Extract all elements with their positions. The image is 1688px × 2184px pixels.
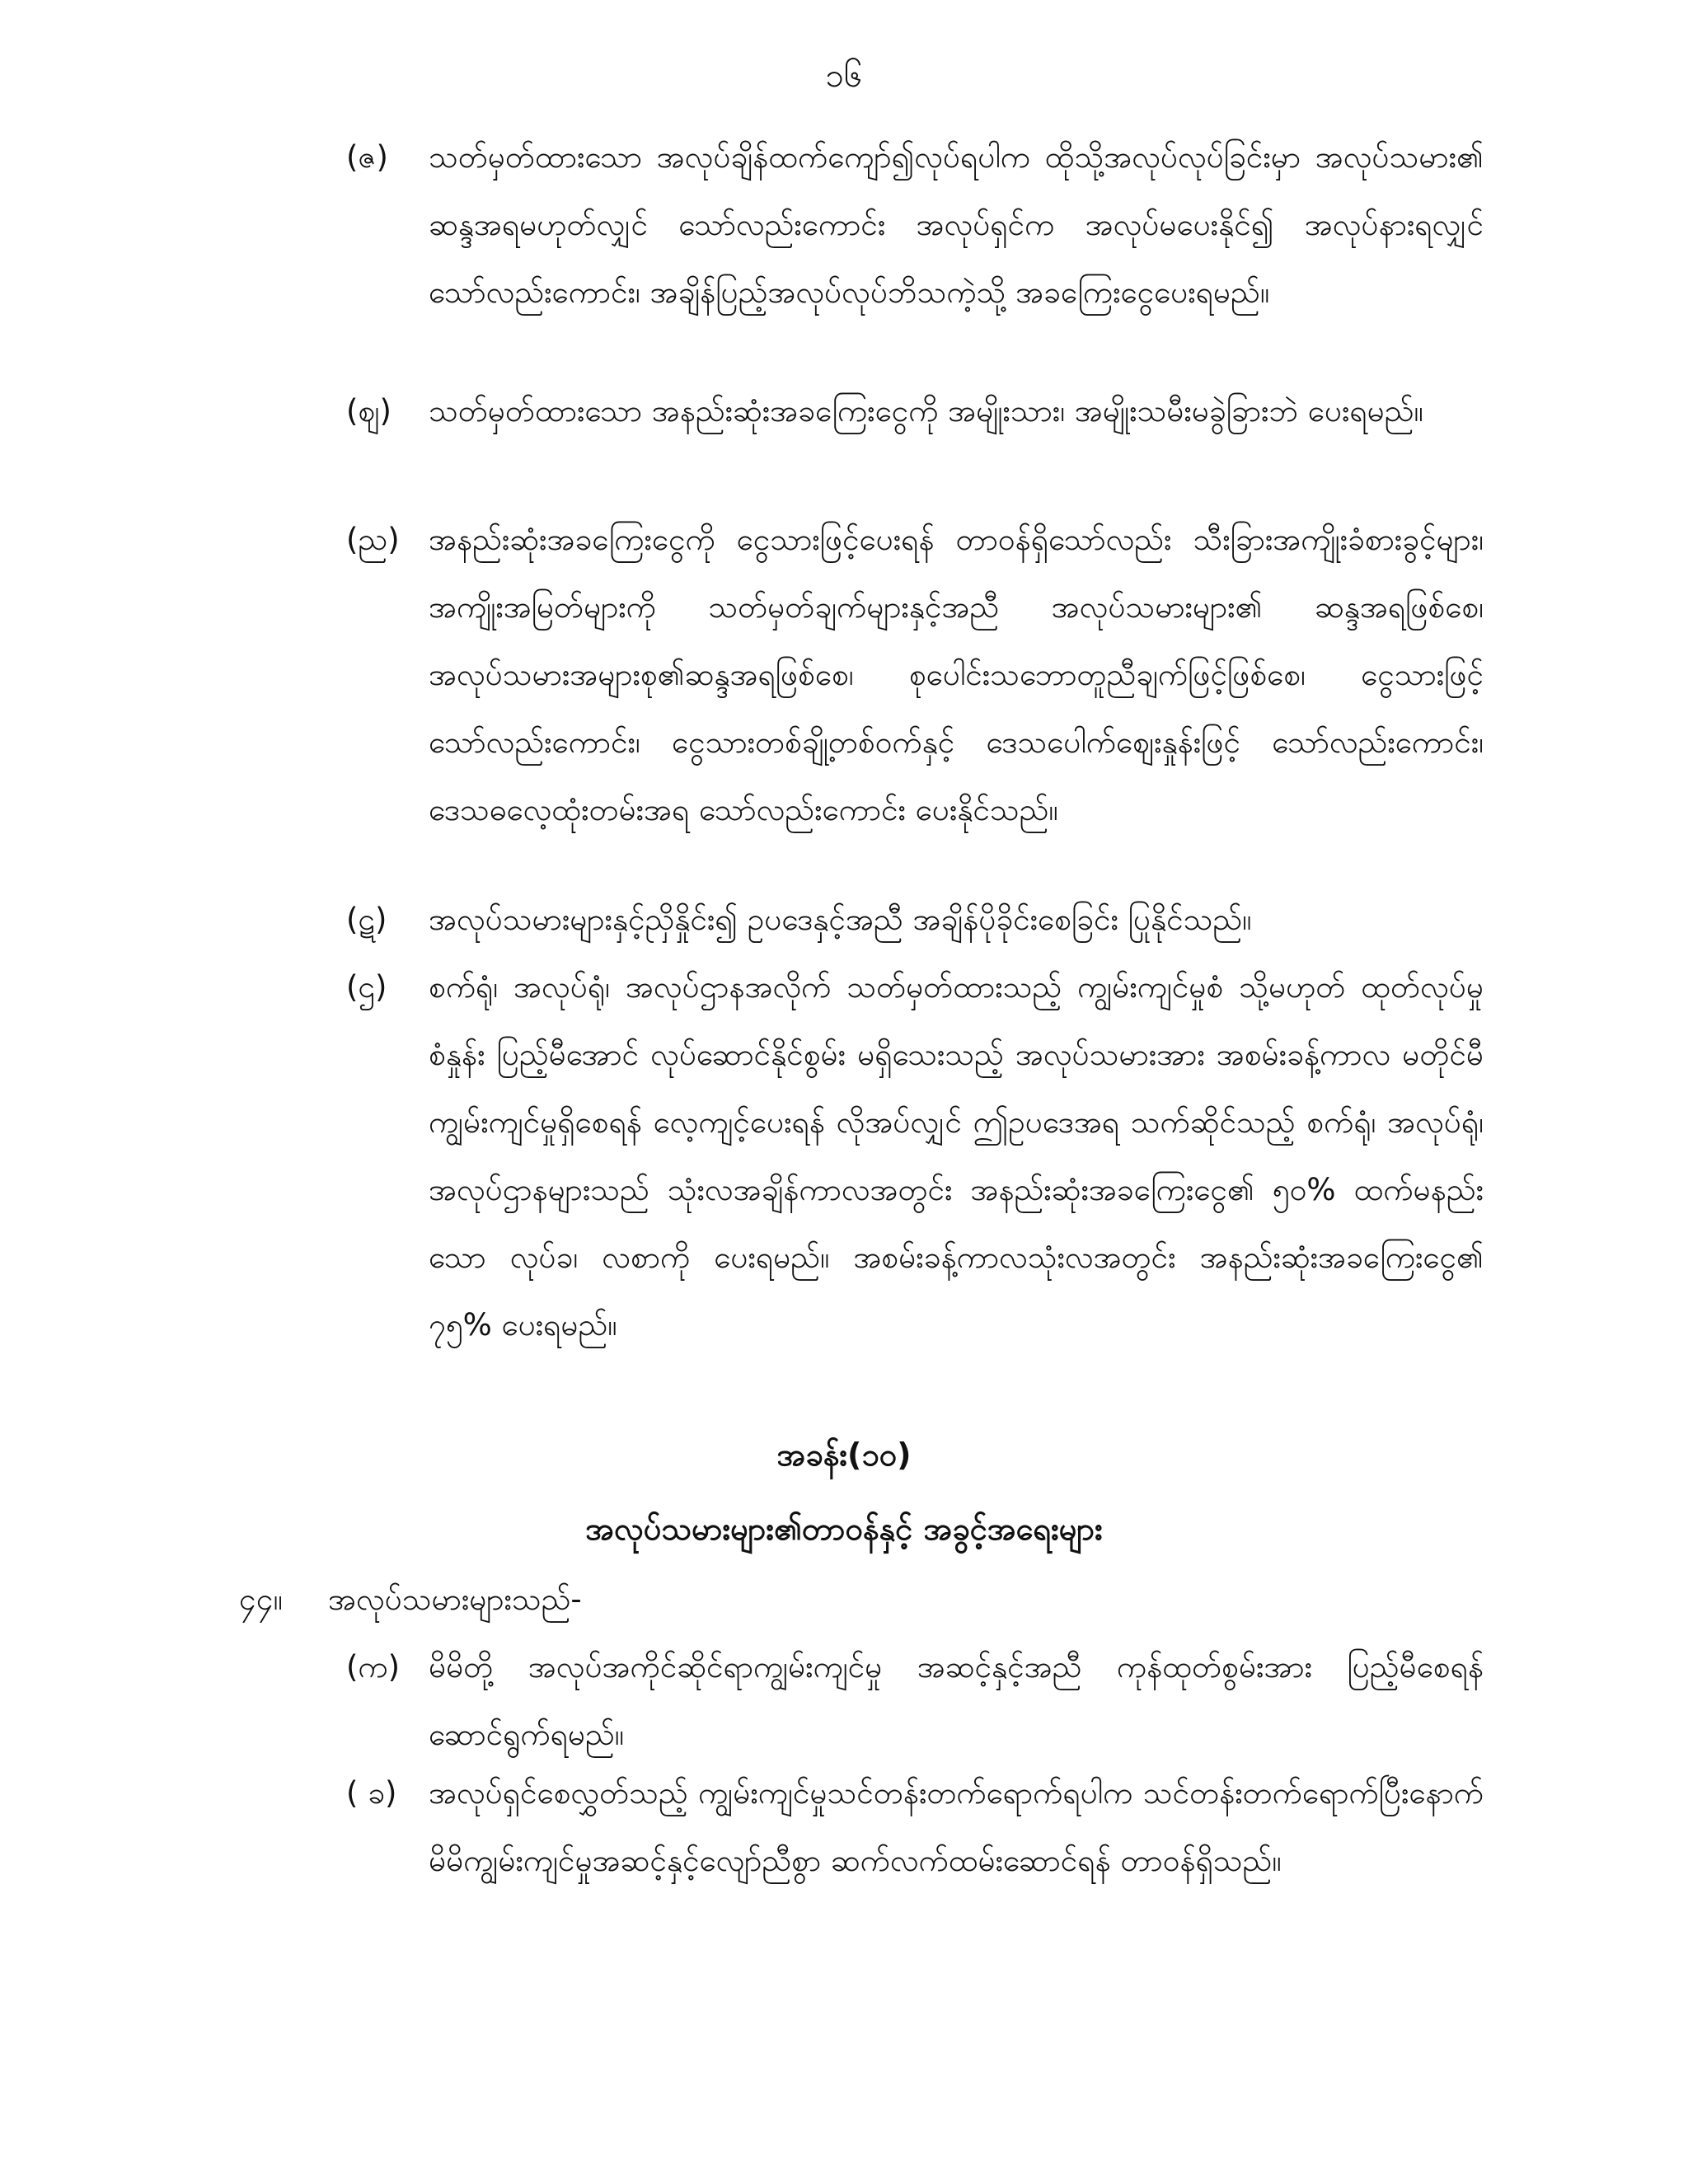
section-44 <box>239 1566 1484 1633</box>
page-number: ၁၆ <box>825 57 863 95</box>
clause-text: အလုပ်ရှင်စေလွှတ်သည့် ကျွမ်းကျင်မှုသင်တန်းတက်ရောက်ရပါက သင်တန်းတက်ရောက်ပြီးနောက် မိမိကျွမ်းကျင်မှုအဆင့်နှင့်လျော်ညီစွာ ဆက်လက်ထမ်းဆောင်ရန် တာဝန်ရှိသည်။ <box>429 1775 1484 1878</box>
sub-clause-zha <box>346 124 1484 394</box>
sub-clause-jha <box>346 377 1484 513</box>
chapter-subtitle: အလုပ်သမားများ၏တာဝန်နှင့် အခွင့်အရေးများ <box>585 1511 1103 1547</box>
clause-text: စက်ရုံ၊ အလုပ်ရုံ၊ အလုပ်ဌာနအလိုက် သတ်မှတ်ထားသည့် ကျွမ်းကျင်မှုစံ သို့မဟုတ် ထုတ်လုပ်မှုစံနှုန်း ပြည့်မီအောင် လုပ်ဆောင်နိုင်စွမ်း မရှိသေးသည့် အလုပ်သမားအား အစမ်းခန့်ကာလ မတိုင်မီကျွမ်းကျင်မှုရှိစေရန် လေ့ကျင့်ပေးရန် လိုအပ်လျှင် ဤဥပဒေအရ သက်ဆိုင်သည့် စက်ရုံ၊ အလုပ်ရုံ၊ အလုပ်ဌာနများသည် သုံးလအချိန်ကာလအတွင်း အနည်းဆုံးအခကြေးငွေ၏ ၅၀% ထက်မနည်းသော လုပ်ခ၊ လစာကို ပေးရမည်။ အစမ်းခန့်ကာလသုံးလအတွင်း အနည်းဆုံးအခကြေးငွေ၏ ၇၅% ပေးရမည်။ <box>429 969 1484 1343</box>
sub-clause-kha <box>346 1760 1484 1962</box>
clause-label: (ဋ) <box>346 902 387 937</box>
clause-label: (က) <box>346 1649 401 1685</box>
clause-label: (ဇ) <box>346 139 388 175</box>
section-text: အလုပ်သမားများသည်- <box>328 1582 582 1617</box>
clause-text: အနည်းဆုံးအခကြေးငွေကို ငွေသားဖြင့်ပေးရန် တာဝန်ရှိသော်လည်း သီးခြားအကျိုးခံစားခွင့်များ၊ အကျိုးအမြတ်များကို သတ်မှတ်ချက်များနှင့်အညီ အလုပ်သမားများ၏ ဆန္ဒအရဖြစ်စေ၊ အလုပ်သမားအများစု၏ဆန္ဒအရဖြစ်စေ၊ စုပေါင်းသဘောတူညီချက်ဖြင့်ဖြစ်စေ၊ ငွေသားဖြင့်သော်လည်းကောင်း၊ ငွေသားတစ်ချို့တစ်ဝက်နှင့် ဒေသပေါက်ဈေးနှုန်းဖြင့် သော်လည်းကောင်း၊ ဒေသဓလေ့ထုံးတမ်းအရ သော်လည်းကောင်း ပေးနိုင်သည်။ <box>429 522 1484 827</box>
section-number: ၄၄။ <box>239 1582 283 1617</box>
clause-label: (ဈ) <box>346 393 392 429</box>
sub-clause-nya <box>346 506 1484 912</box>
clause-text: အလုပ်သမားများနှင့်ညှိနှိုင်း၍ ဥပဒေနှင့်အညီ အချိန်ပိုခိုင်းစေခြင်း ပြုနိုင်သည်။ <box>429 902 1252 937</box>
clause-label: (ဌ) <box>346 969 387 1005</box>
clause-text: သတ်မှတ်ထားသော အလုပ်ချိန်ထက်ကျော်၍လုပ်ရပါက ထိုသို့အလုပ်လုပ်ခြင်းမှာ အလုပ်သမား၏ ဆန္ဒအရမဟုတ်လျှင် သော်လည်းကောင်း အလုပ်ရှင်က အလုပ်မပေးနိုင်၍ အလုပ်နားရလျှင် သော်လည်းကောင်း၊ အချိန်ပြည့်အလုပ်လုပ်ဘိသကဲ့သို့ အခကြေးငွေပေးရမည်။ <box>429 139 1484 310</box>
sub-clause-ka <box>346 1633 1484 1769</box>
chapter-title: အခန်း(၁၀) <box>776 1436 912 1473</box>
sub-clause-tta <box>346 886 1484 954</box>
sub-clause-ttha <box>346 954 1484 1427</box>
clause-text: သတ်မှတ်ထားသော အနည်းဆုံးအခကြေးငွေကို အမျိုးသား၊ အမျိုးသမီးမခွဲခြားဘဲ ပေးရမည်။ <box>429 393 1423 429</box>
clause-label: ( ခ) <box>346 1775 397 1811</box>
clause-label: (ည) <box>346 522 400 557</box>
clause-text: မိမိတို့ အလုပ်အကိုင်ဆိုင်ရာကျွမ်းကျင်မှု အဆင့်နှင့်အညီ ကုန်ထုတ်စွမ်းအား ပြည့်မီစေရန်ဆောင်ရွက်ရမည်။ <box>429 1649 1484 1752</box>
